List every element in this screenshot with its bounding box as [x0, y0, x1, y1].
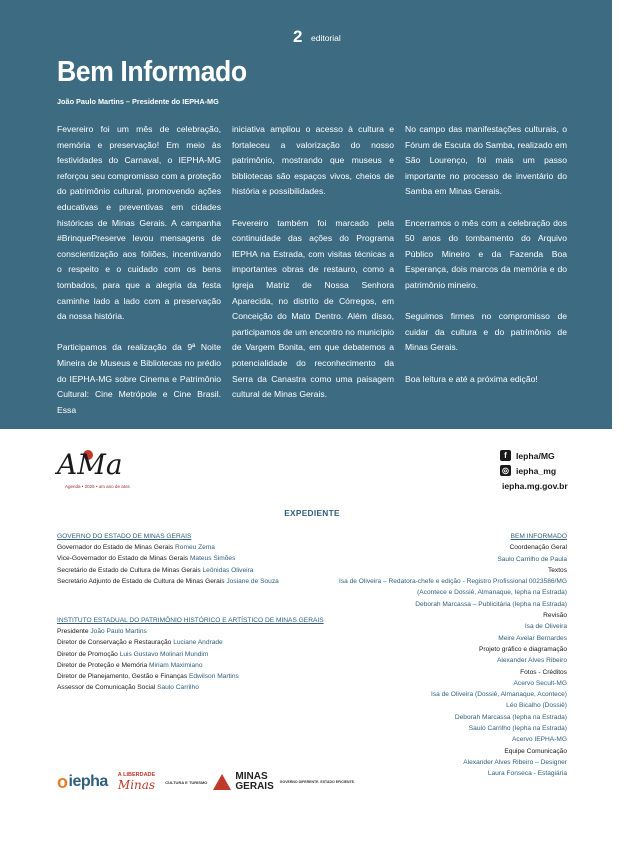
credit-name: Acervo IEPHA-MG — [512, 736, 567, 744]
staff-row — [57, 542, 279, 553]
staff-row — [57, 671, 324, 682]
staff-role: Diretor de Proteção e Memória — [57, 661, 148, 669]
instituto-block — [57, 615, 324, 693]
credit-name: Isa de Oliveira – Redatora-chefe e edição - Registro Profissional 0023586/MG — [339, 578, 567, 586]
paragraph: Participamos da realização da 9ª Noite Mineira de Museus e Bibliotecas no prédio do IEPHA-MG sobre Cinema e Patrimônio Cultural: Cine Metrópole e Cine Brasil. Essa — [57, 342, 221, 415]
page-title: Bem Informado — [57, 56, 247, 88]
minas-gerais-logo — [213, 772, 273, 792]
paragraph: Encerramos o mês com a celebração dos 50 anos do tombamento do Arquivo Público Mineiro e da Fazenda Boa Esperança, dois marcos da memória e do patrimônio mineiro. — [405, 217, 567, 290]
instituto-heading: INSTITUTO ESTADUAL DO PATRIMÔNIO HISTÓRICO E ARTÍSTICO DE MINAS GERAIS — [57, 617, 324, 624]
credit-name: Acervo Secult-MG — [513, 679, 567, 687]
staff-name: Luciane Andrade — [173, 639, 223, 647]
credit-name: Laura Fonseca - Estagiária — [487, 770, 567, 778]
credit-name: Isa de Oliveira — [524, 623, 567, 631]
staff-name: Edwilson Martins — [188, 673, 239, 681]
credit-role: Equipe Comunicação — [504, 747, 567, 755]
staff-name: Saulo Carrilho — [157, 684, 199, 692]
staff-role: Secretário de Estado de Cultura de Minas Gerais — [57, 566, 201, 574]
credit-role: Fotos - Créditos — [520, 668, 567, 676]
website-link[interactable]: iepha.mg.gov.br — [502, 480, 568, 491]
credit-name: Saulo Carrilho de Paula — [497, 555, 567, 563]
credit-name: Deborah Marcassa (Iepha na Estrada) — [454, 713, 567, 721]
staff-role: Governador do Estado de Minas Gerais — [57, 544, 174, 552]
liberdade-main: Minas — [117, 778, 156, 792]
credit-role: Textos — [547, 566, 567, 574]
staff-name: João Paulo Martins — [90, 628, 147, 636]
staff-role: Presidente — [57, 628, 89, 636]
staff-name: Leônidas Oliveira — [202, 566, 254, 574]
staff-role: Secretário Adjunto de Estado de Cultura de Minas Gerais — [57, 577, 225, 585]
credit-role: Coordenação Geral — [509, 544, 567, 552]
staff-role: Vice-Governador do Estado de Minas Gerais — [57, 555, 189, 563]
triangle-icon — [213, 774, 231, 790]
credit-name: Léo Bicalho (Dossiê) — [506, 702, 567, 710]
staff-role: Diretor de Promoção — [57, 650, 118, 658]
staff-name: Romeu Zema — [175, 544, 215, 552]
iepha-logo-text: iepha — [68, 773, 108, 790]
gov-tagline: GOVERNO DIFERENTE. ESTADO EFICIENTE. — [279, 779, 355, 784]
editorial-column-3 — [405, 122, 567, 403]
liberdade-logo — [118, 772, 155, 792]
credit-role: Revisão — [543, 612, 567, 620]
paragraph: Boa leitura e até a próxima edição! — [405, 373, 538, 384]
governo-block — [57, 531, 279, 587]
social-links — [500, 448, 568, 493]
section-label: editorial — [311, 33, 341, 43]
governo-heading: GOVERNO DO ESTADO DE MINAS GERAIS — [57, 533, 192, 540]
iepha-logo-mark: o — [57, 771, 68, 792]
staff-row — [57, 565, 279, 576]
staff-name: Josiane de Souza — [226, 577, 279, 585]
byline: João Paulo Martins – Presidente do IEPHA-MG — [57, 97, 219, 106]
facebook-handle[interactable]: Iepha/MG — [516, 450, 555, 461]
credit-name: Meire Avelar Bernardes — [498, 634, 567, 642]
staff-row — [57, 637, 324, 648]
staff-name: Miriam Maximiano — [149, 661, 203, 669]
credit-name: Alexander Alves Ribeiro — [496, 657, 567, 665]
social-facebook[interactable] — [500, 448, 568, 463]
credit-name: Alexander Alves Ribeiro – Designer — [463, 758, 567, 766]
bem-informado-heading: BEM INFORMADO — [510, 533, 567, 540]
instagram-icon: ◎ — [500, 465, 511, 476]
staff-row — [57, 626, 324, 637]
staff-row — [57, 576, 279, 587]
editorial-banner — [0, 0, 612, 429]
minas-gerais-text — [235, 772, 273, 792]
credit-name: Isa de Oliveira (Dossiê, Almanaque, Acontece) — [431, 691, 567, 699]
ama-tagline: Agenda • 2025 • um ano de atos — [65, 484, 130, 489]
paragraph: iniciativa ampliou o acesso à cultura e fortaleceu a valorização do nosso patrimônio, mostrando que museus e bibliotecas são espaços vivos, cheios de história e possibilidades. — [232, 124, 394, 197]
liberdade-top: A LIBERDADE — [117, 772, 156, 778]
staff-row — [57, 682, 324, 693]
expediente-title: EXPEDIENTE — [284, 508, 340, 518]
paragraph: No campo das manifestações culturais, o Fórum de Escuta do Samba, realizado em São Lourenço, foi mais um passo importante no processo de inventário do Samba em Minas Gerais. — [405, 124, 567, 197]
paragraph: Fevereiro também foi marcado pela continuidade das ações do Programa IEPHA na Estrada, com visitas técnicas a importantes obras de restauro, como a Igreja Matriz de Nossa Senhora Aparecida, no distrito de Córregos, em Conceição do Mato Dentro. Além disso, participamos de um encontro no município de Vargem Bonita, em que debatemos a potencialidade do reconhecimento da Serra da Canastra como uma paisagem cultural de Minas Gerais. — [232, 217, 394, 400]
credit-name: (Acontece e Dossiê, Almanaque, Iepha na Estrada) — [417, 589, 567, 597]
minas-word: MINAS — [235, 771, 268, 782]
instagram-handle[interactable]: iepha_mg — [516, 465, 557, 476]
bem-informado-block — [339, 531, 567, 780]
credit-role: Projeto gráfico e diagramação — [479, 645, 567, 653]
gerais-word: GERAIS — [235, 781, 274, 792]
staff-name: Luis Gustavo Molinari Mundim — [119, 650, 209, 658]
credit-name: Saulo Carrilho (Iepha na Estrada) — [468, 725, 567, 733]
staff-name: Mateus Simões — [189, 555, 236, 563]
credit-name: Deborah Marcassa – Publicitária (Iepha na Estrada) — [415, 600, 567, 608]
editorial-column-1 — [57, 122, 221, 434]
footer-logos — [57, 770, 355, 794]
staff-row — [57, 649, 324, 660]
editorial-column-2 — [232, 122, 394, 418]
iepha-logo — [57, 772, 108, 793]
ama-logo — [57, 448, 157, 494]
page-number: 2 — [293, 27, 303, 46]
staff-row — [57, 553, 279, 564]
cultura-logo: CULTURA E TURISMO — [165, 779, 208, 785]
staff-role: Assessor de Comunicação Social — [57, 684, 156, 692]
social-instagram[interactable] — [500, 463, 568, 478]
ama-wordmark: AMa — [57, 448, 123, 481]
staff-row — [57, 660, 324, 671]
paragraph: Seguimos firmes no compromisso de cuidar da cultura e do patrimônio de Minas Gerais. — [405, 311, 567, 353]
paragraph: Fevereiro foi um mês de celebração, memória e preservação! Em meio às festividades do Carnaval, o IEPHA-MG reforçou seu compromisso com a proteção do patrimônio cultural, promovendo ações educativas e preventivas em cidades históricas de Minas Gerais. A campanha #BrinquePreserve levou mensagens de conscientização aos foliões, incentivando o respeito e o cuidado com os bens tombados, para que a alegria da festa caminhe lado a lado com a preservação da nossa história. — [57, 124, 221, 322]
facebook-icon: f — [500, 450, 511, 461]
staff-role: Diretor de Conservação e Restauração — [57, 639, 172, 647]
staff-role: Diretor de Planejamento, Gestão e Finanças — [57, 673, 188, 681]
